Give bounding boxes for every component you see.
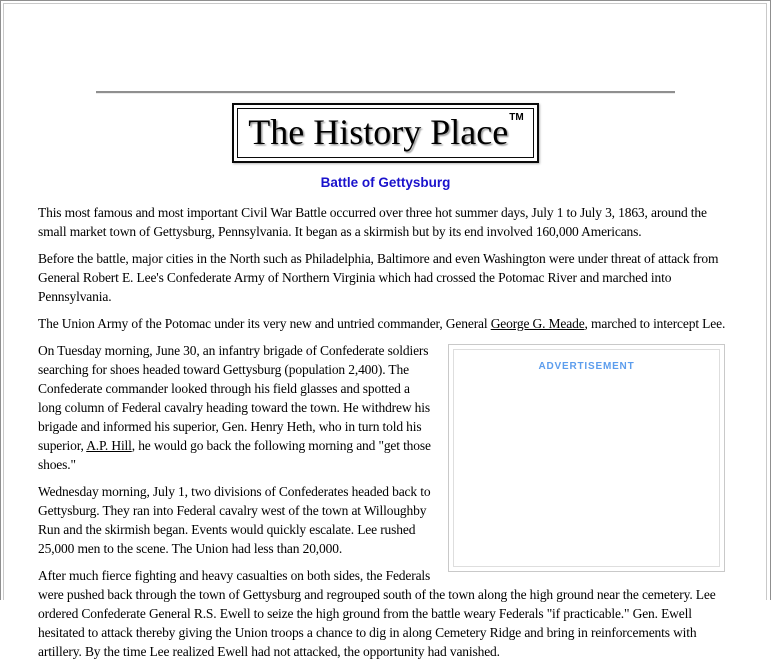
- paragraph-tuesday-text-before: On Tuesday morning, June 30, an infantry brigade of Confederate soldiers searching for shoes headed toward Gettysburg (population 2,400). The Confederate commander looked through his field glasses and spotted a long column of Federal cavalry heading toward the town. He withdrew his brigade and informed his superior, Gen. Henry Heth, who in turn told his superior,: [38, 343, 430, 453]
- paragraph-union-army-text-before: The Union Army of the Potomac under its very new and untried commander, General: [38, 316, 491, 331]
- paragraph-union-army-text-after: , marched to intercept Lee.: [584, 316, 726, 331]
- logo-container: [0, 103, 771, 163]
- advertisement-label: ADVERTISEMENT: [538, 361, 635, 372]
- site-logo[interactable]: [232, 103, 538, 163]
- horizontal-rule: [96, 91, 674, 94]
- paragraph-wednesday-morning: Wednesday morning, July 1, two divisions of Confederates headed back to Gettysburg. They ran into Federal cavalry west of the town at Willoughby Run and the skirmish began. Events would quickly escalate. Lee rushed 25,000 men to the scene. The Union had less than 20,000.: [38, 484, 431, 556]
- george-meade-link[interactable]: George G. Meade: [490, 316, 585, 331]
- ap-hill-link[interactable]: A.P. Hill: [86, 438, 132, 453]
- paragraph-before-battle: Before the battle, major cities in the North such as Philadelphia, Baltimore and even Washington were under threat of attack from General Robert E. Lee's Confederate Army of Northern Virginia which had crossed the Potomac River and marched into Pennsylvania.: [38, 251, 719, 304]
- page-title: Battle of Gettysburg: [320, 175, 451, 190]
- trademark-symbol: TM: [509, 112, 524, 123]
- site-logo-frame: [237, 108, 533, 158]
- paragraph-intro: This most famous and most important Civil War Battle occurred over three hot summer days, July 1 to July 3, 1863, around the small market town of Gettysburg, Pennsylvania. It began as a skirmish but by its end involved 160,000 Americans.: [38, 205, 707, 239]
- top-spacer: [0, 0, 771, 91]
- advertisement-box: [448, 344, 725, 572]
- site-logo-text: The History Place: [248, 112, 509, 152]
- article-body: [0, 203, 771, 661]
- paragraph-union-army: [38, 314, 733, 333]
- advertisement-frame: [453, 349, 720, 567]
- paragraph-tuesday-text-after: , he would go back the following morning and "get those shoes.": [38, 438, 431, 472]
- paragraph-after-fighting: After much fierce fighting and heavy casualties on both sides, the Federals were pushed back through the town of Gettysburg and regrouped south of the town along the high ground near the cemetery. Lee ordered Confederate General R.S. Ewell to seize the high ground from the battle weary Federals "if practicable." Gen. Ewell hesitated to attack thereby giving the Union troops a chance to dig in along Cemetery Ridge and bring in reinforcements with artillery. By the time Lee realized Ewell had not attacked, the opportunity had vanished.: [38, 568, 716, 659]
